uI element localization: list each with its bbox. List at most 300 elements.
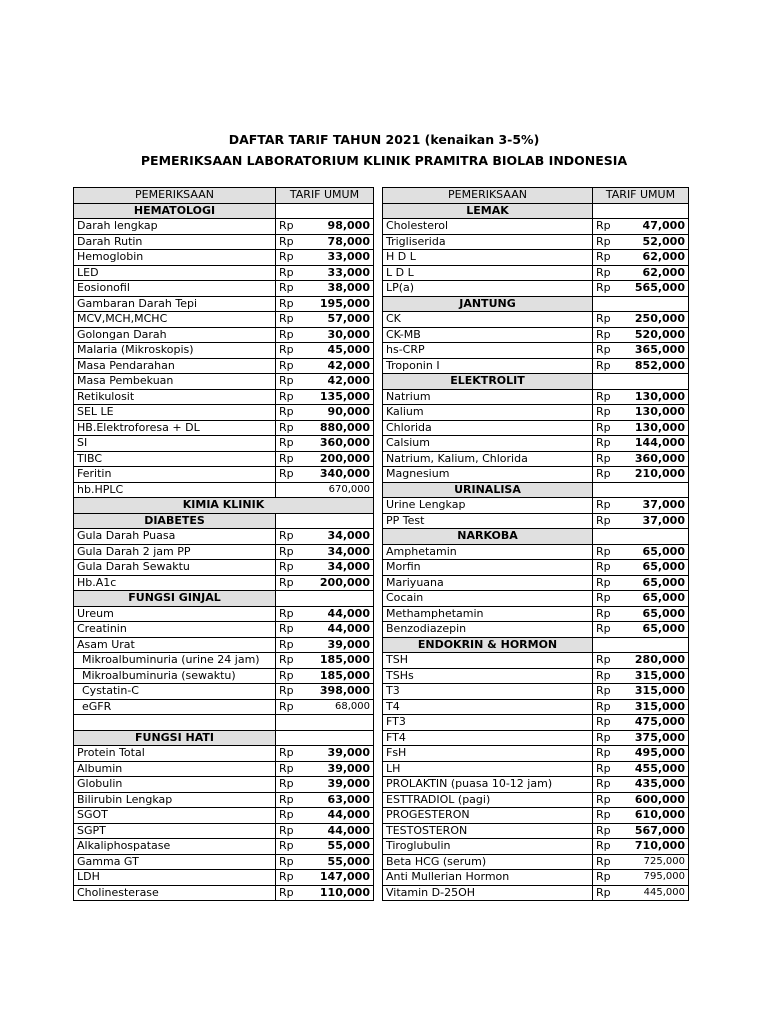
price-value: 200,000 [306,451,374,467]
table-row [74,761,374,777]
table-row [74,885,374,901]
exam-name: LDH [74,870,276,886]
table-row [74,854,374,870]
exam-name: PP Test [383,513,593,529]
currency-label: Rp [593,622,623,638]
table-row [383,715,689,731]
table-row [74,374,374,390]
price-value: 30,000 [306,327,374,343]
empty-cell [593,529,689,545]
exam-name: SGPT [74,823,276,839]
exam-name: Bilirubin Lengkap [74,792,276,808]
exam-name: LH [383,761,593,777]
exam-name: Ureum [74,606,276,622]
table-row [74,234,374,250]
price-value: 280,000 [623,653,689,669]
currency-label: Rp [276,870,306,886]
currency-label: Rp [593,885,623,901]
empty-cell [593,637,689,653]
table-row [74,823,374,839]
currency-label: Rp [593,250,623,266]
currency-label: Rp [276,327,306,343]
exam-name: Masa Pendarahan [74,358,276,374]
price-value: 34,000 [306,529,374,545]
empty-cell [593,296,689,312]
exam-name: SGOT [74,808,276,824]
currency-label: Rp [593,715,623,731]
section-title: URINALISA [383,482,593,498]
currency-label: Rp [593,730,623,746]
price-value: 62,000 [623,265,689,281]
exam-name: Benzodiazepin [383,622,593,638]
price-value: 38,000 [306,281,374,297]
price-value: 63,000 [306,792,374,808]
exam-name: Darah Rutin [74,234,276,250]
table-row [383,730,689,746]
section-title: KIMIA KLINIK [74,498,374,514]
currency-label: Rp [276,839,306,855]
currency-label: Rp [593,327,623,343]
table-row [74,312,374,328]
table-row [383,591,689,607]
price-value: 44,000 [306,823,374,839]
exam-name: Gambaran Darah Tepi [74,296,276,312]
currency-label: Rp [276,746,306,762]
currency-label: Rp [276,296,306,312]
price-value: 185,000 [306,668,374,684]
price-value: 44,000 [306,808,374,824]
exam-name: Asam Urat [74,637,276,653]
price-value: 315,000 [623,668,689,684]
currency-label: Rp [276,668,306,684]
currency-label: Rp [593,746,623,762]
price-value: 670,000 [306,482,374,498]
exam-name: HB.Elektroforesa + DL [74,420,276,436]
price-value: 68,000 [306,699,374,715]
currency-label: Rp [593,777,623,793]
empty-cell [593,374,689,390]
exam-name: Amphetamin [383,544,593,560]
table-row [74,250,374,266]
currency-label: Rp [276,606,306,622]
table-row [383,498,689,514]
price-value: 110,000 [306,885,374,901]
exam-name: Gula Darah Sewaktu [74,560,276,576]
table-row [74,281,374,297]
exam-name: L D L [383,265,593,281]
section-title: ENDOKRIN & HORMON [383,637,593,653]
section-title: ELEKTROLIT [383,374,593,390]
currency-label: Rp [276,405,306,421]
section-row [383,529,689,545]
currency-label: Rp [593,436,623,452]
currency-label: Rp [593,358,623,374]
exam-name: Masa Pembekuan [74,374,276,390]
exam-name: Vitamin D-25OH [383,885,593,901]
exam-name: Cystatin-C [74,684,276,700]
exam-name: SEL LE [74,405,276,421]
price-value: 600,000 [623,792,689,808]
table-row [74,467,374,483]
table-row [383,870,689,886]
table-row [383,885,689,901]
currency-label: Rp [276,389,306,405]
exam-name: Protein Total [74,746,276,762]
exam-name: PROGESTERON [383,808,593,824]
price-value: 90,000 [306,405,374,421]
exam-name: CK [383,312,593,328]
price-value: 565,000 [623,281,689,297]
table-row [74,746,374,762]
price-value: 185,000 [306,653,374,669]
price-value: 520,000 [623,327,689,343]
table-row [383,854,689,870]
currency-label: Rp [593,591,623,607]
table-row [383,281,689,297]
exam-name: Troponin I [383,358,593,374]
exam-name: Gula Darah Puasa [74,529,276,545]
price-value: 33,000 [306,250,374,266]
table-row [383,653,689,669]
table-row [74,296,374,312]
exam-name: Hb.A1c [74,575,276,591]
price-value: 360,000 [306,436,374,452]
price-value: 360,000 [623,451,689,467]
exam-name: Methamphetamin [383,606,593,622]
price-value: 42,000 [306,358,374,374]
currency-label: Rp [276,684,306,700]
table-row [383,544,689,560]
currency-label: Rp [276,219,306,235]
currency-label: Rp [593,870,623,886]
price-value: 62,000 [623,250,689,266]
exam-name: Mikroalbuminuria (urine 24 jam) [74,653,276,669]
exam-name: CK-MB [383,327,593,343]
section-row [383,296,689,312]
price-value: 39,000 [306,761,374,777]
table-row [383,436,689,452]
table-row [74,451,374,467]
table-row [383,405,689,421]
currency-label: Rp [276,699,306,715]
section-row [74,513,374,529]
currency-label: Rp [593,808,623,824]
price-value: 375,000 [623,730,689,746]
currency-label: Rp [276,854,306,870]
table-row [74,482,374,498]
exam-name: Retikulosit [74,389,276,405]
exam-name: Malaria (Mikroskopis) [74,343,276,359]
currency-label: Rp [593,699,623,715]
price-value: 795,000 [623,870,689,886]
currency-label: Rp [276,544,306,560]
left-price-table [73,187,374,901]
table-row [383,513,689,529]
table-row [74,219,374,235]
currency-label: Rp [276,885,306,901]
section-row [383,482,689,498]
price-value: 398,000 [306,684,374,700]
price-value: 39,000 [306,637,374,653]
section-row [383,374,689,390]
currency-label: Rp [276,622,306,638]
section-title: HEMATOLOGI [74,203,276,219]
exam-name: Tiroglubulin [383,839,593,855]
price-value: 55,000 [306,839,374,855]
table-row [383,761,689,777]
exam-name: Darah lengkap [74,219,276,235]
currency-label: Rp [276,575,306,591]
currency-label: Rp [276,560,306,576]
section-title: DIABETES [74,513,276,529]
exam-name: H D L [383,250,593,266]
table-row [383,699,689,715]
table-row [383,746,689,762]
price-value: 37,000 [623,513,689,529]
table-row [383,234,689,250]
table-row [383,467,689,483]
exam-name: Albumin [74,761,276,777]
currency-label: Rp [276,637,306,653]
price-value: 52,000 [623,234,689,250]
table-header-row [74,188,374,204]
currency-label: Rp [276,451,306,467]
exam-name: Cholesterol [383,219,593,235]
exam-name: Globulin [74,777,276,793]
table-row [74,327,374,343]
price-value: 34,000 [306,560,374,576]
price-value: 852,000 [623,358,689,374]
price-value: 144,000 [623,436,689,452]
table-row [74,529,374,545]
currency-label: Rp [593,420,623,436]
exam-name: Morfin [383,560,593,576]
table-row [383,451,689,467]
exam-name: SI [74,436,276,452]
exam-name: FT3 [383,715,593,731]
header-exam: PEMERIKSAAN [383,188,593,204]
table-header-row [383,188,689,204]
exam-name: Cholinesterase [74,885,276,901]
price-value: 65,000 [623,606,689,622]
currency-label: Rp [276,467,306,483]
table-row [74,405,374,421]
exam-name: Mikroalbuminuria (sewaktu) [74,668,276,684]
currency-label: Rp [276,529,306,545]
exam-name: TESTOSTERON [383,823,593,839]
currency-label: Rp [276,792,306,808]
currency-label: Rp [276,265,306,281]
exam-name: Anti Mullerian Hormon [383,870,593,886]
exam-name: Feritin [74,467,276,483]
price-value: 130,000 [623,389,689,405]
currency-label: Rp [276,358,306,374]
currency-label: Rp [593,575,623,591]
exam-name: FT4 [383,730,593,746]
section-row [74,498,374,514]
left-table-body [74,203,374,901]
price-value: 315,000 [623,699,689,715]
price-value: 33,000 [306,265,374,281]
exam-name: LED [74,265,276,281]
currency-label: Rp [593,606,623,622]
price-value: 78,000 [306,234,374,250]
price-value: 435,000 [623,777,689,793]
exam-name: PROLAKTIN (puasa 10-12 jam) [383,777,593,793]
document-title: DAFTAR TARIF TAHUN 2021 (kenaikan 3-5%) [228,132,540,147]
price-value: 250,000 [623,312,689,328]
currency-label: Rp [276,653,306,669]
exam-name: LP(a) [383,281,593,297]
price-value: 365,000 [623,343,689,359]
currency-label: Rp [593,668,623,684]
table-row [74,777,374,793]
price-value: 475,000 [623,715,689,731]
section-title: FUNGSI HATI [74,730,276,746]
currency-label: Rp [276,234,306,250]
exam-name: Mariyuana [383,575,593,591]
currency-label: Rp [593,513,623,529]
price-value: 135,000 [306,389,374,405]
empty-cell [276,513,374,529]
exam-name: Magnesium [383,467,593,483]
table-row [383,606,689,622]
currency-label: Rp [593,839,623,855]
currency-label: Rp [593,792,623,808]
blank-row [74,715,374,731]
exam-name: Beta HCG (serum) [383,854,593,870]
table-row [74,653,374,669]
exam-name: Golongan Darah [74,327,276,343]
table-row [74,420,374,436]
currency-label: Rp [593,823,623,839]
table-row [383,219,689,235]
price-value: 455,000 [623,761,689,777]
table-row [383,265,689,281]
currency-label: Rp [276,420,306,436]
exam-name: Creatinin [74,622,276,638]
exam-name: FsH [383,746,593,762]
currency-label: Rp [593,854,623,870]
table-row [383,808,689,824]
exam-name: T3 [383,684,593,700]
section-row [74,203,374,219]
table-row [383,839,689,855]
exam-name: eGFR [74,699,276,715]
price-value: 47,000 [623,219,689,235]
section-title: JANTUNG [383,296,593,312]
table-row [383,777,689,793]
currency-label: Rp [593,389,623,405]
table-row [383,389,689,405]
currency-label: Rp [593,234,623,250]
table-row [383,327,689,343]
exam-name: T4 [383,699,593,715]
currency-label: Rp [593,451,623,467]
price-value: 315,000 [623,684,689,700]
price-value: 445,000 [623,885,689,901]
exam-name: Cocain [383,591,593,607]
currency-label: Rp [593,544,623,560]
exam-name: Natrium [383,389,593,405]
header-price: TARIF UMUM [276,188,374,204]
empty-cell [276,591,374,607]
price-value: 44,000 [306,606,374,622]
currency-label [276,482,306,498]
table-row [383,792,689,808]
empty-cell [593,203,689,219]
currency-label: Rp [276,777,306,793]
currency-label: Rp [276,312,306,328]
price-value: 37,000 [623,498,689,514]
table-row [74,436,374,452]
table-row [383,358,689,374]
price-value: 45,000 [306,343,374,359]
section-title: LEMAK [383,203,593,219]
exam-name: Hemoglobin [74,250,276,266]
table-row [74,637,374,653]
table-row [383,420,689,436]
section-row [383,203,689,219]
exam-name: TIBC [74,451,276,467]
exam-name: hb.HPLC [74,482,276,498]
table-row [383,622,689,638]
exam-name: Trigliserida [383,234,593,250]
currency-label: Rp [276,343,306,359]
price-value: 65,000 [623,591,689,607]
price-value: 495,000 [623,746,689,762]
exam-name: Chlorida [383,420,593,436]
section-row [74,730,374,746]
table-row [383,343,689,359]
currency-label: Rp [593,761,623,777]
table-row [383,684,689,700]
currency-label: Rp [593,405,623,421]
table-row [74,808,374,824]
table-row [383,668,689,684]
price-value: 39,000 [306,777,374,793]
exam-name: Eosionofil [74,281,276,297]
exam-name: Gamma GT [74,854,276,870]
table-row [74,575,374,591]
price-value: 39,000 [306,746,374,762]
exam-name: Natrium, Kalium, Chlorida [383,451,593,467]
exam-name: MCV,MCH,MCHC [74,312,276,328]
table-row [74,839,374,855]
price-value: 195,000 [306,296,374,312]
price-value: 55,000 [306,854,374,870]
table-row [74,343,374,359]
currency-label: Rp [276,250,306,266]
exam-name: TSH [383,653,593,669]
table-row [74,699,374,715]
table-row [74,870,374,886]
price-value: 210,000 [623,467,689,483]
currency-label: Rp [593,684,623,700]
currency-label: Rp [593,560,623,576]
exam-name: Alkaliphospatase [74,839,276,855]
currency-label: Rp [276,281,306,297]
price-value: 65,000 [623,575,689,591]
exam-name: hs-CRP [383,343,593,359]
exam-name: Gula Darah 2 jam PP [74,544,276,560]
currency-label: Rp [276,808,306,824]
price-value: 65,000 [623,622,689,638]
price-value: 130,000 [623,405,689,421]
currency-label: Rp [276,374,306,390]
table-row [383,560,689,576]
table-row [74,684,374,700]
